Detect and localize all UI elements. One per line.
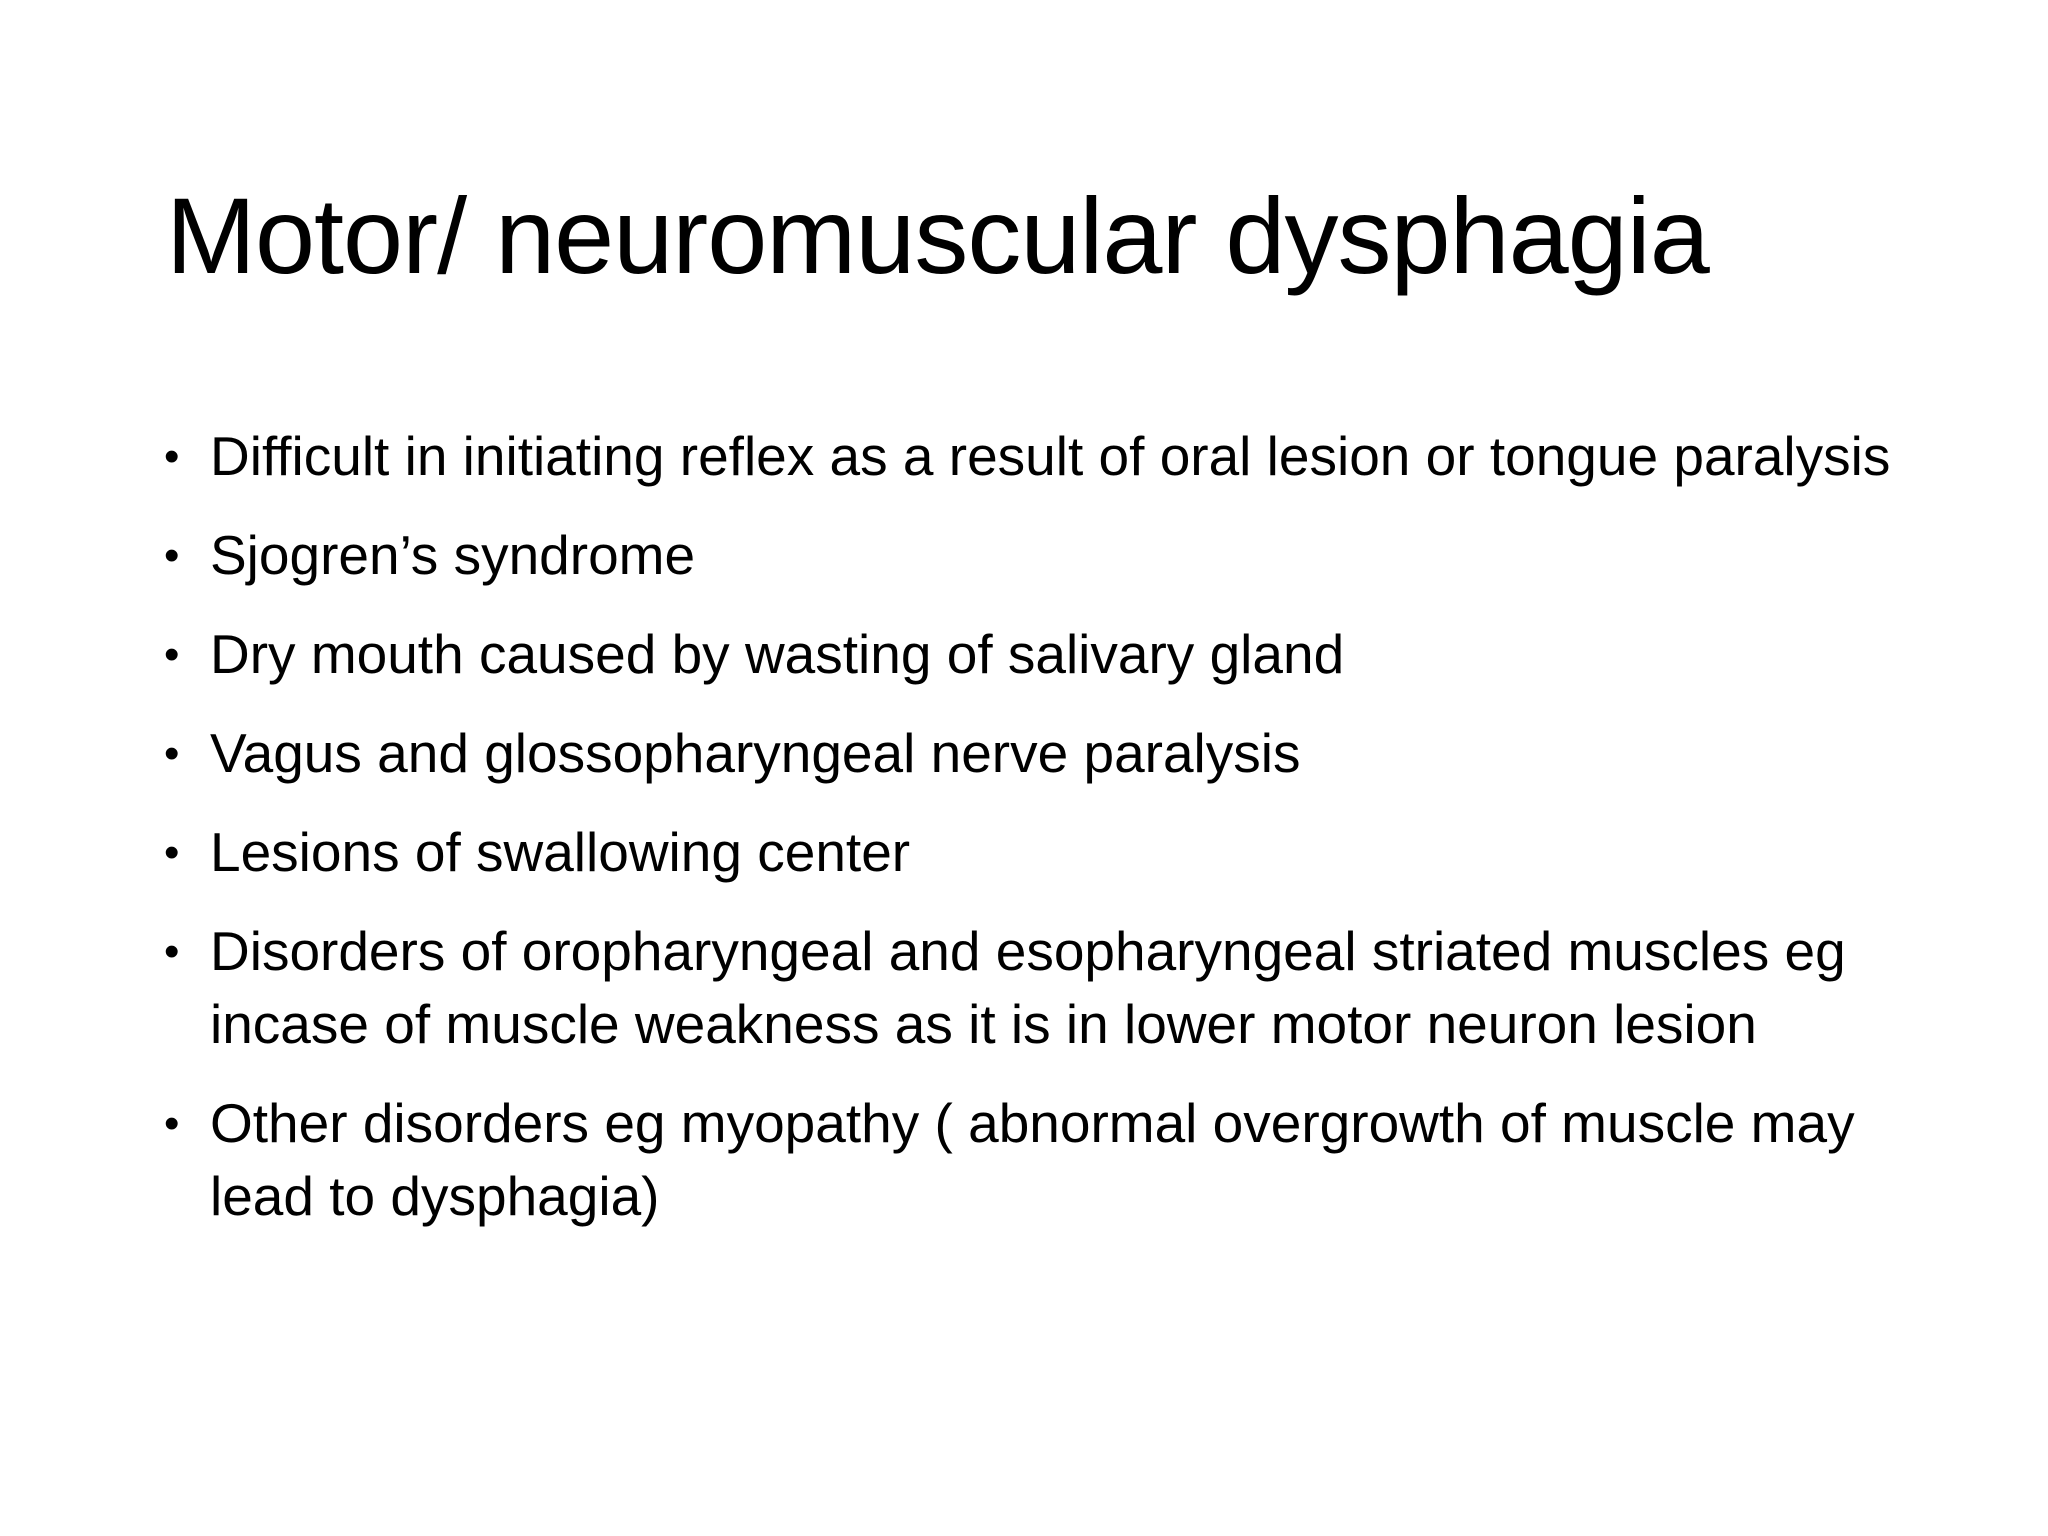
bullet-list [160,420,1900,1259]
bullet-dot-icon: • [164,630,180,679]
bullet-item [160,915,1900,1061]
bullet-item [160,519,1900,592]
bullet-dot-icon: • [164,729,180,778]
bullet-text: Lesions of swallowing center [210,821,911,883]
bullet-item [160,618,1900,691]
bullet-item [160,816,1900,889]
bullet-text: Difficult in initiating reflex as a result of oral lesion or tongue paralysis [210,425,1891,487]
slide-title: Motor/ neuromuscular dysphagia [166,175,1709,296]
bullet-dot-icon: • [164,828,180,877]
bullet-text: Disorders of oropharyngeal and esopharyngeal striated muscles eg incase of muscle weakness as it is in lower motor neuron lesion [210,920,1846,1055]
bullet-dot-icon: • [164,927,180,976]
bullet-dot-icon: • [164,531,180,580]
bullet-dot-icon: • [164,432,180,481]
bullet-text: Other disorders eg myopathy ( abnormal overgrowth of muscle may lead to dysphagia) [210,1092,1855,1227]
bullet-dot-icon: • [164,1099,180,1148]
bullet-item [160,1087,1900,1233]
bullet-item [160,420,1900,493]
bullet-text: Sjogren’s syndrome [210,524,696,586]
bullet-text: Dry mouth caused by wasting of salivary gland [210,623,1345,685]
bullet-text: Vagus and glossopharyngeal nerve paralysis [210,722,1301,784]
bullet-item [160,717,1900,790]
